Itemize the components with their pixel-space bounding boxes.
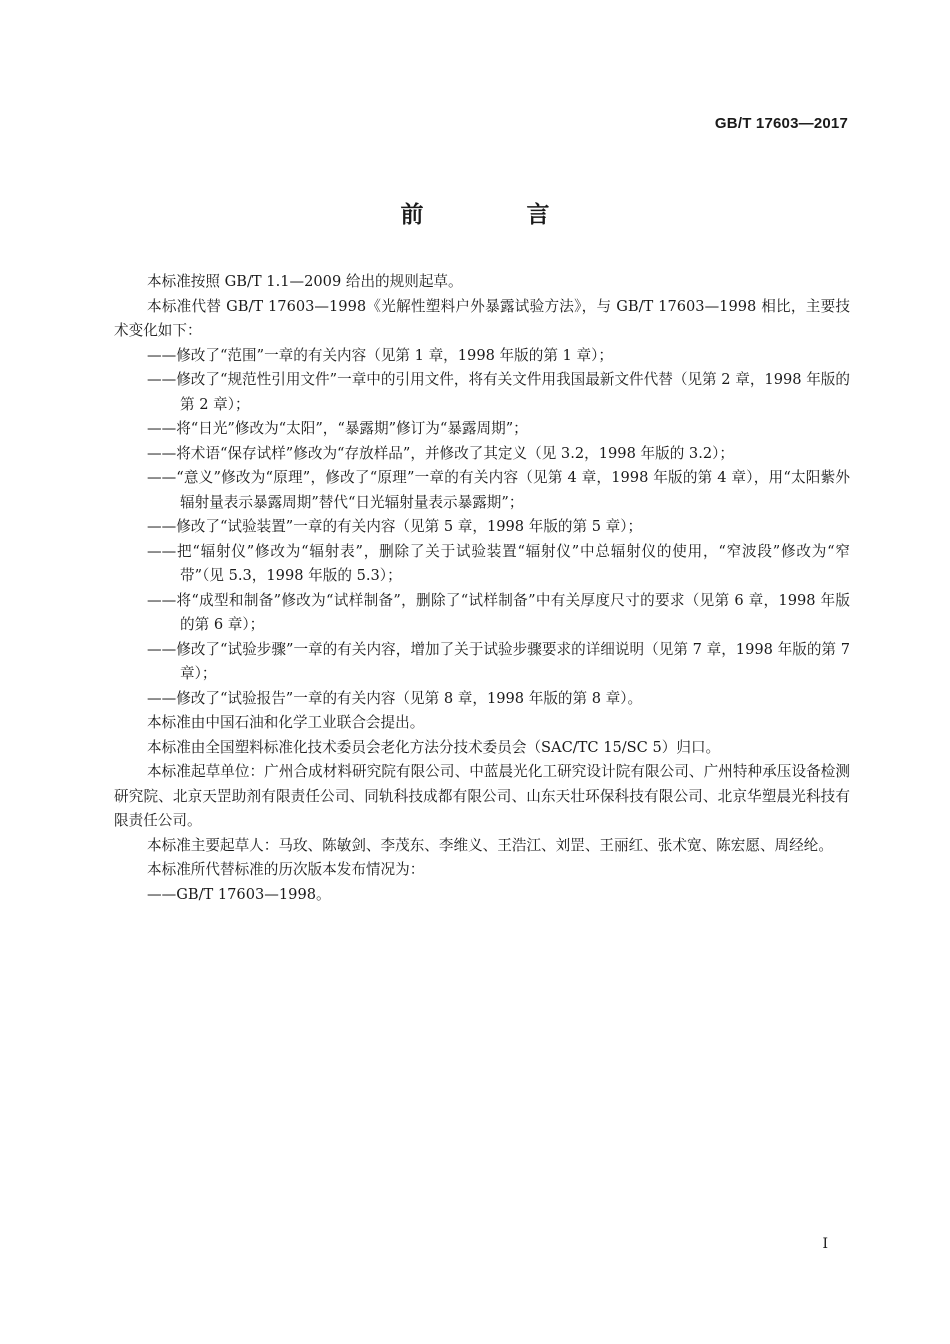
standard-code: GB/T 17603—2017 (714, 115, 848, 132)
paragraph-technical-committee: 本标准由全国塑料标准化技术委员会老化方法分技术委员会（SAC/TC 15/SC 5）归口。 (147, 738, 721, 756)
previous-edition-item: ——GB/T 17603—1998。 (147, 885, 331, 903)
page-number: Ⅰ (822, 1236, 828, 1252)
foreword-body (114, 270, 850, 907)
change-item-radiometer: ——把“辐射仪”修改为“辐射表”，删除了关于试验装置“辐射仪”中总辐射仪的使用，“窄波段”修改为“窄带”（见 5.3，1998 年版的 5.3）； (147, 542, 850, 584)
paragraph-drafters: 本标准主要起草人：马玫、陈敏剑、李茂东、李维义、王浩江、刘罡、王丽红、张术宽、陈宏愿、周经纶。 (147, 836, 833, 854)
change-item-principle: ——“意义”修改为“原理”，修改了“原理”一章的有关内容（见第 4 章，1998 年版的第 4 章），用“太阳紫外辐射量表示暴露周期”替代“日光辐射量表示暴露期”； (147, 469, 850, 511)
page-title: 前 言 (400, 202, 590, 228)
paragraph-replaces-standard: 本标准代替 GB/T 17603—1998《光解性塑料户外暴露试验方法》，与 GB/T 17603—1998 相比，主要技术变化如下： (114, 297, 850, 339)
paragraph-drafting-rules: 本标准按照 GB/T 1.1—2009 给出的规则起草。 (147, 273, 463, 290)
change-item-test-report: ——修改了“试验报告”一章的有关内容（见第 8 章，1998 年版的第 8 章）。 (147, 689, 643, 707)
change-item-stored-specimen: ——将术语“保存试样”修改为“存放样品”，并修改了其定义（见 3.2，1998 年版的 3.2）； (147, 444, 735, 462)
change-item-specimen-preparation: ——将“成型和制备”修改为“试样制备”，删除了“试样制备”中有关厚度尺寸的要求（见第 6 章，1998 年版的第 6 章）； (147, 591, 850, 633)
paragraph-previous-editions: 本标准所代替标准的历次版本发布情况为： (147, 861, 425, 878)
paragraph-drafting-units: 本标准起草单位：广州合成材料研究院有限公司、中蓝晨光化工研究设计院有限公司、广州特种承压设备检测研究院、北京天罡助剂有限责任公司、同轨科技成都有限公司、山东天壮环保科技有限公司、北京华塑晨光科技有限责任公司。 (114, 763, 850, 829)
paragraph-proposed-by: 本标准由中国石油和化学工业联合会提出。 (147, 714, 425, 731)
change-item-apparatus: ——修改了“试验装置”一章的有关内容（见第 5 章，1998 年版的第 5 章）； (147, 518, 643, 535)
change-item-normative-references: ——修改了“规范性引用文件”一章中的引用文件，将有关文件用我国最新文件代替（见第 2 章，1998 年版的第 2 章）； (147, 371, 850, 413)
change-item-scope: ——修改了“范围”一章的有关内容（见第 1 章，1998 年版的第 1 章）； (147, 346, 613, 364)
change-item-test-procedure: ——修改了“试验步骤”一章的有关内容，增加了关于试验步骤要求的详细说明（见第 7 章，1998 年版的第 7 章）； (147, 640, 850, 682)
change-item-terminology-sun: ——将“日光”修改为“太阳”，“暴露期”修订为“暴露周期”； (147, 420, 528, 437)
